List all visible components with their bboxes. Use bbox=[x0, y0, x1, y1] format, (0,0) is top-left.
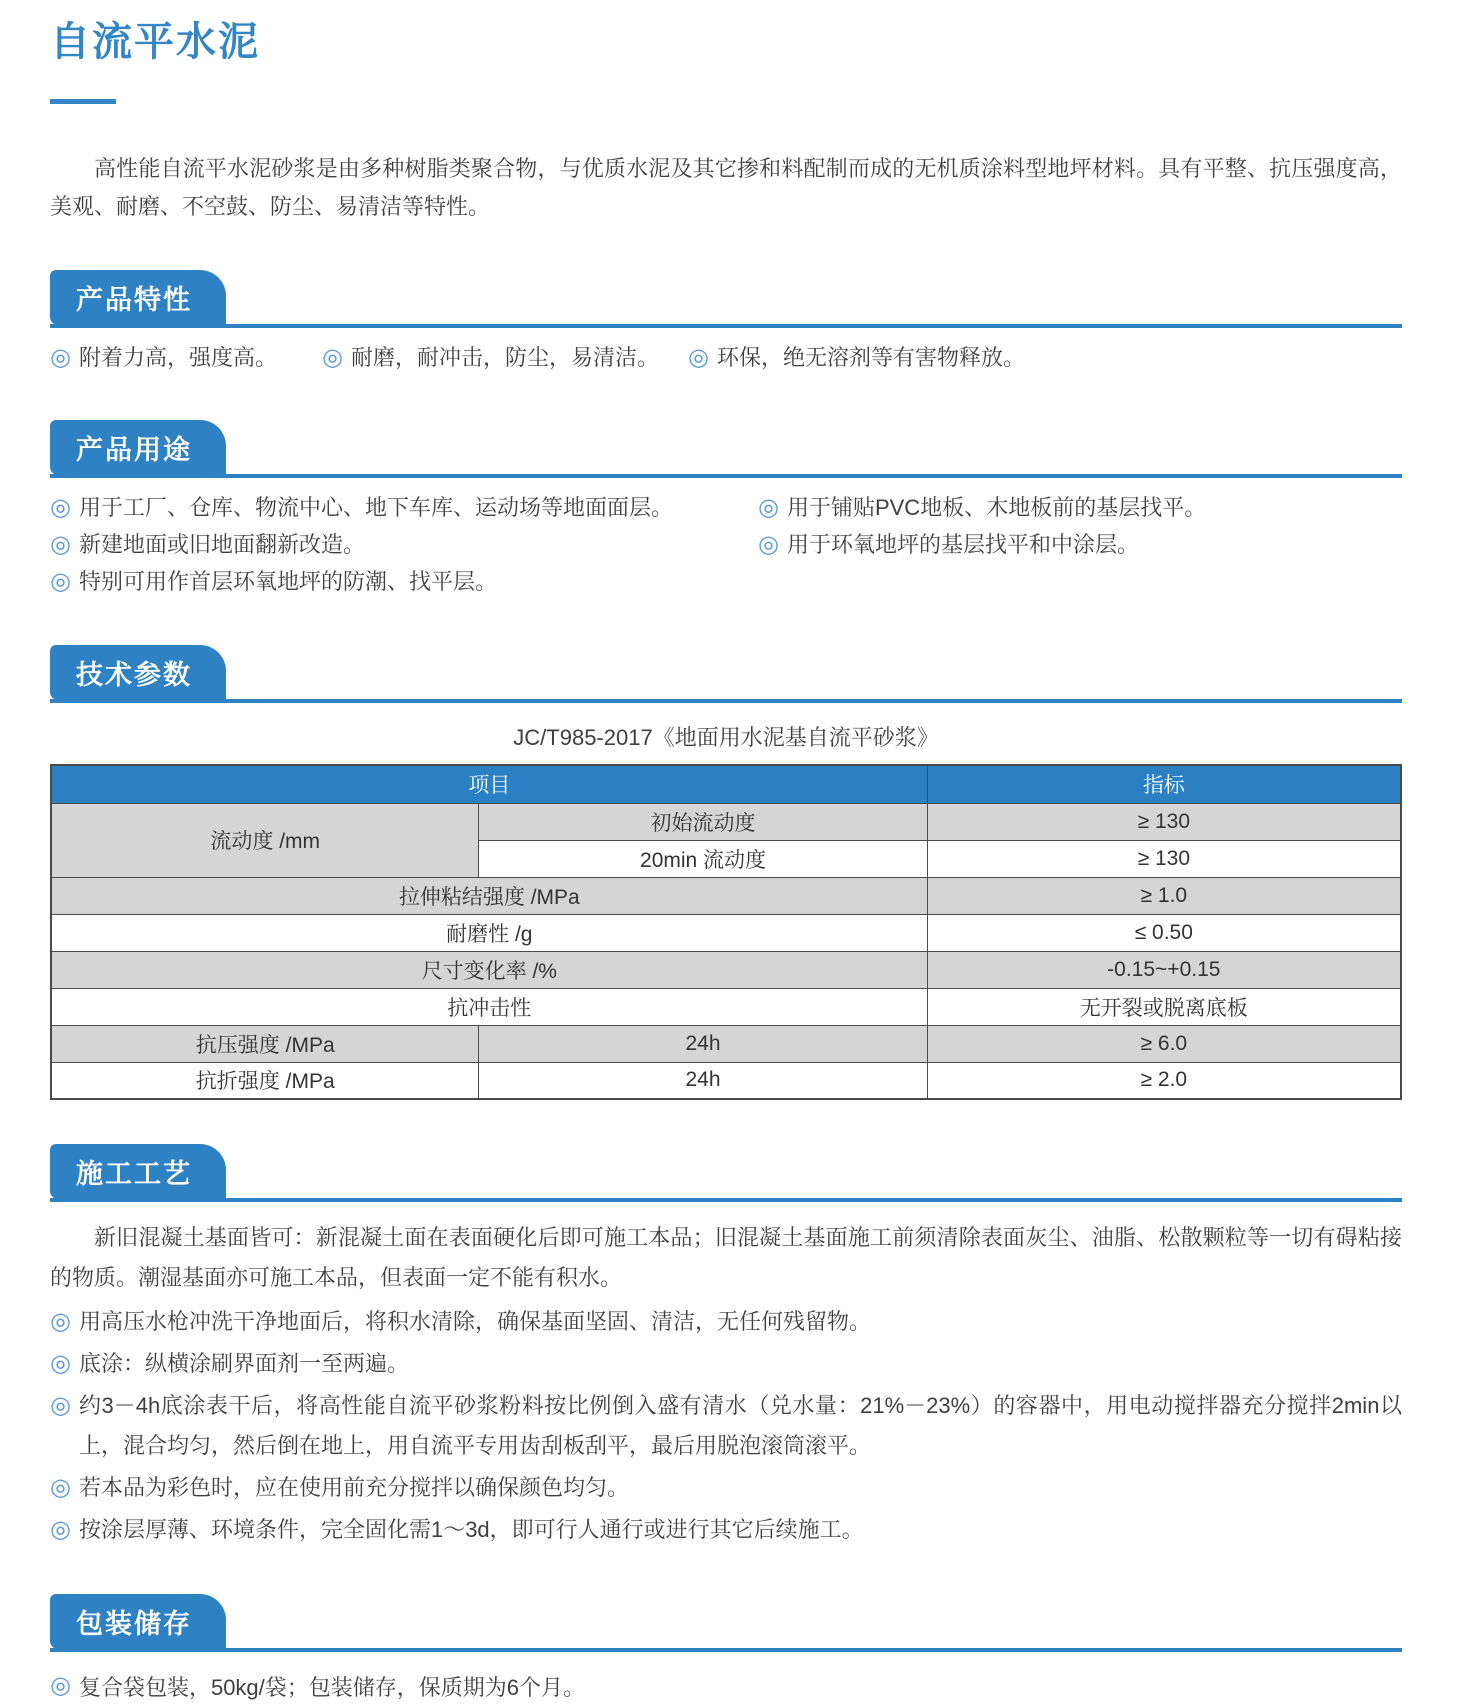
cell-compressive-value: ≥ 6.0 bbox=[927, 1025, 1401, 1062]
table-row bbox=[51, 1062, 1401, 1099]
packaging-text: 复合袋包装，50kg/袋；包装储存，保质期为6个月。 bbox=[78, 1675, 586, 1700]
list-item bbox=[50, 340, 322, 376]
cell-dimension-label: 尺寸变化率 /% bbox=[51, 951, 927, 988]
bullet-icon: ◎ bbox=[688, 344, 709, 371]
cell-flexural-value: ≥ 2.0 bbox=[927, 1062, 1401, 1099]
cell-dimension-value: -0.15~+0.15 bbox=[927, 951, 1401, 988]
process-step-text: 若本品为彩色时，应在使用前充分搅拌以确保颜色均匀。 bbox=[78, 1475, 629, 1500]
use-text: 特别可用作首层环氧地坪的防潮、找平层。 bbox=[78, 569, 497, 594]
use-text: 用于环氧地坪的基层找平和中涂层。 bbox=[786, 532, 1139, 557]
list-item bbox=[50, 490, 758, 526]
table-row bbox=[51, 951, 1401, 988]
cell-abrasion-value: ≤ 0.50 bbox=[927, 914, 1401, 951]
col-header-index: 指标 bbox=[927, 765, 1401, 803]
title-underline bbox=[50, 99, 116, 104]
use-text: 用于工厂、仓库、物流中心、地下车库、运动场等地面面层。 bbox=[78, 495, 673, 520]
bullet-icon: ◎ bbox=[50, 1350, 71, 1377]
bullet-icon: ◎ bbox=[50, 1308, 71, 1335]
table-header-row bbox=[51, 765, 1401, 803]
intro-paragraph: 高性能自流平水泥砂浆是由多种树脂类聚合物，与优质水泥及其它掺和料配制而成的无机质涂料型地坪材料。具有平整、抗压强度高，美观、耐磨、不空鼓、防尘、易清洁等特性。 bbox=[50, 156, 1402, 219]
bullet-icon: ◎ bbox=[322, 344, 343, 371]
feature-text: 耐磨，耐冲击，防尘，易清洁。 bbox=[350, 345, 659, 370]
bullet-icon: ◎ bbox=[50, 1474, 71, 1501]
list-item bbox=[50, 1344, 1402, 1384]
uses-left-column bbox=[50, 490, 758, 601]
cell-flexural-label: 抗折强度 /MPa bbox=[51, 1062, 479, 1099]
list-item bbox=[50, 1468, 1402, 1508]
list-item bbox=[758, 527, 1402, 563]
feature-text: 附着力高，强度高。 bbox=[78, 345, 277, 370]
cell-compressive-label: 抗压强度 /MPa bbox=[51, 1025, 479, 1062]
cell-impact-value: 无开裂或脱离底板 bbox=[927, 988, 1401, 1025]
bullet-icon: ◎ bbox=[50, 1516, 71, 1543]
cell-tensile-label: 拉伸粘结强度 /MPa bbox=[51, 877, 927, 914]
use-text: 新建地面或旧地面翻新改造。 bbox=[78, 532, 365, 557]
cell-20min-flow: 20min 流动度 bbox=[479, 840, 927, 877]
list-item bbox=[50, 1386, 1402, 1466]
section-tab-features: 产品特性 bbox=[50, 270, 226, 325]
cell-initial-flow: 初始流动度 bbox=[479, 803, 927, 840]
cell-abrasion-label: 耐磨性 /g bbox=[51, 914, 927, 951]
table-row bbox=[51, 914, 1401, 951]
list-item bbox=[50, 1510, 1402, 1550]
table-row bbox=[51, 877, 1401, 914]
uses-list bbox=[50, 490, 1402, 601]
list-item bbox=[688, 340, 1402, 376]
cell-20min-flow-value: ≥ 130 bbox=[927, 840, 1401, 877]
bullet-icon: ◎ bbox=[50, 531, 71, 558]
section-header-tech bbox=[50, 645, 1402, 703]
bullet-icon: ◎ bbox=[758, 494, 779, 521]
table-row bbox=[51, 803, 1401, 840]
bullet-icon: ◎ bbox=[758, 531, 779, 558]
col-header-item: 项目 bbox=[51, 765, 927, 803]
process-step-text: 约3－4h底涂表干后，将高性能自流平砂浆粉料按比例倒入盛有清水（兑水量：21%－23%）的容器中，用电动搅拌器充分搅拌2min以上，混合均匀，然后倒在地上，用自流平专用齿刮板刮平，最后用脱泡滚筒滚平。 bbox=[78, 1393, 1402, 1458]
table-row bbox=[51, 1025, 1401, 1062]
section-header-packaging bbox=[50, 1594, 1402, 1652]
list-item bbox=[322, 340, 688, 376]
list-item bbox=[758, 490, 1402, 526]
table-caption: JC/T985-2017《地面用水泥基自流平砂浆》 bbox=[513, 725, 939, 750]
cell-flexural-time: 24h bbox=[479, 1062, 927, 1099]
list-item bbox=[50, 527, 758, 563]
use-text: 用于铺贴PVC地板、木地板前的基层找平。 bbox=[786, 495, 1207, 520]
cell-tensile-value: ≥ 1.0 bbox=[927, 877, 1401, 914]
bullet-icon: ◎ bbox=[50, 1392, 71, 1419]
section-tab-process: 施工工艺 bbox=[50, 1144, 226, 1199]
cell-flow-label: 流动度 /mm bbox=[51, 803, 479, 877]
table-row bbox=[51, 988, 1401, 1025]
cell-initial-flow-value: ≥ 130 bbox=[927, 803, 1401, 840]
list-item bbox=[50, 1668, 1402, 1708]
list-item bbox=[50, 564, 758, 600]
section-tab-uses: 产品用途 bbox=[50, 420, 226, 475]
section-header-uses bbox=[50, 420, 1402, 478]
bullet-icon: ◎ bbox=[50, 568, 71, 595]
bullet-icon: ◎ bbox=[50, 344, 71, 371]
process-step-text: 底涂：纵横涂刷界面剂一至两遍。 bbox=[78, 1351, 409, 1376]
tech-params-table bbox=[50, 764, 1402, 1100]
cell-impact-label: 抗冲击性 bbox=[51, 988, 927, 1025]
bullet-icon: ◎ bbox=[50, 494, 71, 521]
section-header-process bbox=[50, 1144, 1402, 1202]
feature-text: 环保，绝无溶剂等有害物释放。 bbox=[716, 345, 1025, 370]
list-item bbox=[50, 1302, 1402, 1342]
uses-right-column bbox=[758, 490, 1402, 601]
features-list bbox=[50, 340, 1402, 376]
process-intro-paragraph: 新旧混凝土基面皆可：新混凝土面在表面硬化后即可施工本品；旧混凝土基面施工前须清除表面灰尘、油脂、松散颗粒等一切有碍粘接的物质。潮湿基面亦可施工本品，但表面一定不能有积水。 bbox=[50, 1225, 1402, 1290]
section-tab-packaging: 包装储存 bbox=[50, 1594, 226, 1649]
process-step-text: 按涂层厚薄、环境条件，完全固化需1～3d，即可行人通行或进行其它后续施工。 bbox=[78, 1517, 864, 1542]
page-title: 自流平水泥 bbox=[50, 20, 260, 64]
process-step-text: 用高压水枪冲洗干净地面后，将积水清除，确保基面坚固、清洁，无任何残留物。 bbox=[78, 1309, 871, 1334]
section-tab-tech: 技术参数 bbox=[50, 645, 226, 700]
section-header-features bbox=[50, 270, 1402, 328]
cell-compressive-time: 24h bbox=[479, 1025, 927, 1062]
packaging-list bbox=[50, 1668, 1402, 1708]
bullet-icon: ◎ bbox=[50, 1672, 71, 1699]
process-list bbox=[50, 1302, 1402, 1550]
